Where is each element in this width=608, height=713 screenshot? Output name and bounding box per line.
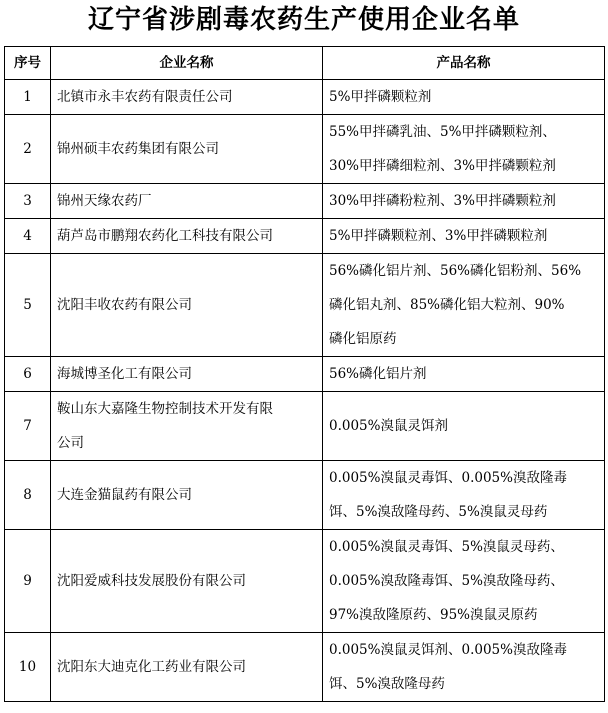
- row-number: 7: [5, 392, 51, 461]
- table-row: [5, 530, 605, 633]
- company-name: 海城博圣化工有限公司: [51, 357, 323, 392]
- header-company-name: 企业名称: [51, 47, 323, 80]
- product-list: 0.005%溴鼠灵毒饵、0.005%溴敌隆毒 饵、5%溴敌隆母药、5%溴鼠灵母药: [323, 461, 605, 530]
- table-row: [5, 357, 605, 392]
- row-number: 6: [5, 357, 51, 392]
- company-name: 沈阳丰收农药有限公司: [51, 254, 323, 357]
- product-list: 0.005%溴鼠灵饵剂: [323, 392, 605, 461]
- row-number: 1: [5, 80, 51, 115]
- table-row: [5, 115, 605, 184]
- header-serial-number: 序号: [5, 47, 51, 80]
- row-number: 4: [5, 219, 51, 254]
- product-list: 0.005%溴鼠灵毒饵、5%溴鼠灵母药、 0.005%溴敌隆毒饵、5%溴敌隆母药、 97%溴敌隆原药、95%溴鼠灵原药: [323, 530, 605, 633]
- row-number: 10: [5, 633, 51, 702]
- enterprise-table: [4, 46, 605, 702]
- table-row: [5, 80, 605, 115]
- product-list: 0.005%溴鼠灵饵剂、0.005%溴敌隆毒 饵、5%溴敌隆母药: [323, 633, 605, 702]
- table-header-row: [5, 47, 605, 80]
- header-product-name: 产品名称: [323, 47, 605, 80]
- row-number: 8: [5, 461, 51, 530]
- row-number: 3: [5, 184, 51, 219]
- page-title: 辽宁省涉剧毒农药生产使用企业名单: [87, 5, 520, 35]
- product-list: 5%甲拌磷颗粒剂: [323, 80, 605, 115]
- company-name: 鞍山东大嘉隆生物控制技术开发有限 公司: [51, 392, 323, 461]
- product-list: 55%甲拌磷乳油、5%甲拌磷颗粒剂、 30%甲拌磷细粒剂、3%甲拌磷颗粒剂: [323, 115, 605, 184]
- row-number: 5: [5, 254, 51, 357]
- company-name: 沈阳爱威科技发展股份有限公司: [51, 530, 323, 633]
- company-name: 锦州硕丰农药集团有限公司: [51, 115, 323, 184]
- table-row: [5, 461, 605, 530]
- table-row: [5, 254, 605, 357]
- product-list: 5%甲拌磷颗粒剂、3%甲拌磷颗粒剂: [323, 219, 605, 254]
- company-name: 葫芦岛市鹏翔农药化工科技有限公司: [51, 219, 323, 254]
- company-name: 北镇市永丰农药有限责任公司: [51, 80, 323, 115]
- product-list: 56%磷化铝片剂: [323, 357, 605, 392]
- table-row: [5, 219, 605, 254]
- company-name: 沈阳东大迪克化工药业有限公司: [51, 633, 323, 702]
- company-name: 大连金猫鼠药有限公司: [51, 461, 323, 530]
- table-row: [5, 184, 605, 219]
- product-list: 56%磷化铝片剂、56%磷化铝粉剂、56% 磷化铝丸剂、85%磷化铝大粒剂、90% 磷化铝原药: [323, 254, 605, 357]
- row-number: 2: [5, 115, 51, 184]
- row-number: 9: [5, 530, 51, 633]
- company-name: 锦州天缘农药厂: [51, 184, 323, 219]
- table-row: [5, 633, 605, 702]
- table-row: [5, 392, 605, 461]
- product-list: 30%甲拌磷粉粒剂、3%甲拌磷颗粒剂: [323, 184, 605, 219]
